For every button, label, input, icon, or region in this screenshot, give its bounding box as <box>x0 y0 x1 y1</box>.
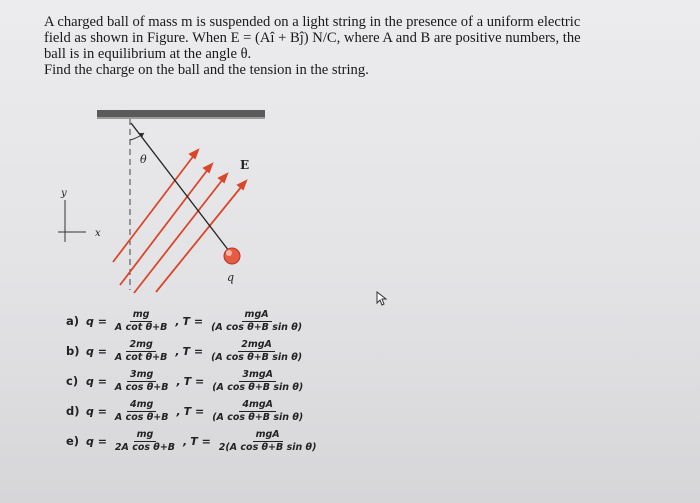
t-equals: T = <box>182 344 204 358</box>
field-line-1-arrowhead <box>190 150 198 158</box>
charge-label: q <box>227 271 235 284</box>
question-line-1: A charged ball of mass m is suspended on a light string in the presence of a uniform electric <box>44 14 581 30</box>
axis-x-label: x <box>95 228 101 239</box>
q-denominator: A cot θ+B <box>114 321 168 333</box>
axis-y-label: y <box>61 188 67 199</box>
field-line-3 <box>134 174 227 293</box>
t-denominator: (A cos θ+B sin θ) <box>211 321 303 333</box>
field-line-1 <box>113 150 198 262</box>
t-fraction <box>209 369 306 394</box>
q-equals: q = <box>86 344 107 358</box>
t-fraction <box>216 429 320 454</box>
q-numerator: mg <box>130 309 153 322</box>
comma: , <box>183 434 188 448</box>
t-numerator: mgA <box>253 429 283 442</box>
field-line-4-arrowhead <box>238 181 246 189</box>
angle-label: θ <box>140 153 147 166</box>
q-numerator: mg <box>134 429 157 442</box>
t-equals: T = <box>183 404 205 418</box>
q-fraction <box>112 369 172 394</box>
q-denominator: A cot θ+B <box>114 351 168 363</box>
t-numerator: 3mgA <box>239 369 276 382</box>
comma: , <box>175 344 180 358</box>
option-b[interactable] <box>66 336 321 366</box>
q-equals: q = <box>86 374 107 388</box>
t-numerator: 2mgA <box>238 339 275 352</box>
question-line-4: Find the charge on the ball and the tension in the string. <box>44 62 369 78</box>
t-fraction <box>209 399 306 424</box>
q-equals: q = <box>86 434 107 448</box>
q-numerator: 4mg <box>127 399 156 412</box>
ceiling-bar <box>97 110 265 117</box>
q-fraction <box>112 309 170 334</box>
option-label: d) <box>66 404 80 418</box>
q-fraction <box>112 429 178 454</box>
string <box>131 123 229 251</box>
q-numerator: 3mg <box>127 369 156 382</box>
ball-highlight <box>226 250 232 256</box>
comma: , <box>176 404 181 418</box>
option-e[interactable] <box>66 426 321 456</box>
t-denominator: (A cos θ+B sin θ) <box>212 411 304 423</box>
option-label: c) <box>66 374 79 388</box>
t-denominator: (A cos θ+B sin θ) <box>212 381 304 393</box>
q-fraction <box>112 399 172 424</box>
t-numerator: 4mgA <box>239 399 276 412</box>
question-line-3: ball is in equilibrium at the angle θ. <box>44 46 252 62</box>
ceiling-shadow <box>97 117 265 119</box>
comma: , <box>175 314 180 328</box>
field-line-2 <box>120 164 212 285</box>
t-equals: T = <box>182 314 204 328</box>
option-a[interactable] <box>66 306 321 336</box>
option-label: a) <box>66 314 80 328</box>
mouse-pointer-icon <box>376 291 390 307</box>
t-numerator: mgA <box>242 309 272 322</box>
t-equals: T = <box>190 434 211 448</box>
field-label: E <box>240 158 250 172</box>
q-fraction <box>112 339 170 364</box>
option-label: b) <box>66 344 80 358</box>
t-fraction <box>208 339 305 364</box>
question-line-2: field as shown in Figure. When E = (Aî + Bĵ) N/C, where A and B are positive numbers, the <box>44 30 581 46</box>
q-numerator: 2mg <box>126 339 155 352</box>
option-label: e) <box>66 434 80 448</box>
charged-ball <box>224 248 240 264</box>
q-denominator: A cos θ+B <box>114 381 169 393</box>
t-equals: T = <box>183 374 205 388</box>
answer-options <box>66 306 321 456</box>
q-denominator: 2A cos θ+B <box>114 441 176 453</box>
q-equals: q = <box>86 314 107 328</box>
option-d[interactable] <box>66 396 321 426</box>
t-fraction <box>208 309 305 334</box>
q-denominator: A cos θ+B <box>114 411 169 423</box>
field-line-2-arrowhead <box>204 164 212 172</box>
field-line-3-arrowhead <box>219 174 227 182</box>
q-equals: q = <box>86 404 107 418</box>
comma: , <box>176 374 181 388</box>
t-denominator: 2(A cos θ+B sin θ) <box>218 441 317 453</box>
t-denominator: (A cos θ+B sin θ) <box>211 351 303 363</box>
option-c[interactable] <box>66 366 321 396</box>
